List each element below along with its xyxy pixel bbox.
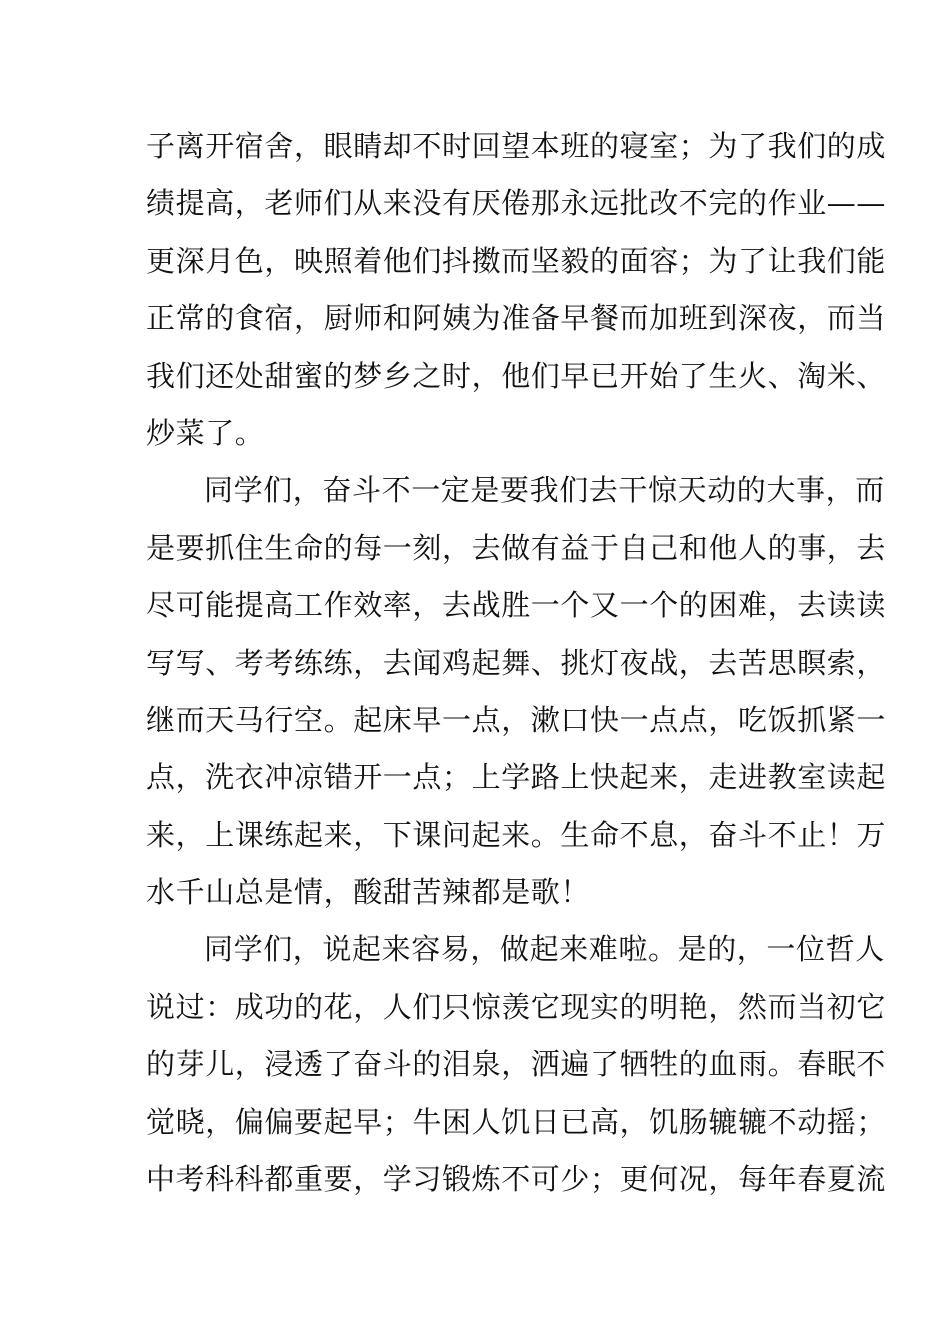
text-line: 更深月色，映照着他们抖擞而坚毅的面容；为了让我们能 [146,243,887,278]
text-line: 点，洗衣冲凉错开一点；上学路上快起来，走进教室读起 [146,760,887,795]
text-line: 来，上课练起来，下课问起来。生命不息，奋斗不止！万 [146,817,887,852]
paragraph [146,921,887,1208]
text-line: 是要抓住生命的每一刻，去做有益于自己和他人的事，去 [146,530,887,565]
body-text [146,118,887,1208]
text-line: 水千山总是情，酸甜苦辣都是歌！ [146,875,591,910]
text-line: 写写、考考练练，去闻鸡起舞、挑灯夜战，去苦思瞑索， [146,645,887,680]
text-line: 觉晓，偏偏要起早；牛困人饥日已高，饥肠辘辘不动摇； [146,1104,887,1139]
text-line: 子离开宿舍，眼睛却不时回望本班的寝室；为了我们的成 [146,129,887,163]
text-line: 中考科科都重要，学习锻炼不可少；更何况，每年春夏流 [146,1162,887,1197]
text-line: 尽可能提高工作效率，去战胜一个又一个的困难，去读读 [146,588,887,623]
text-line: 正常的食宿，厨师和阿姨为准备早餐而加班到深夜，而当 [146,301,887,336]
text-line: 炒菜了。 [146,415,265,450]
text-line: 继而天马行空。起床早一点，漱口快一点点，吃饭抓紧一 [146,702,887,737]
paragraph [146,118,887,462]
text-line: 同学们，奋斗不一定是要我们去干惊天动的大事，而 [204,473,885,508]
text-line: 同学们，说起来容易，做起来难啦。是的，一位哲人 [204,932,885,967]
text-line: 我们还处甜蜜的梦乡之时，他们早已开始了生火、淘米、 [146,358,887,393]
text-line: 的芽儿，浸透了奋斗的泪泉，洒遍了牺牲的血雨。春眠不 [146,1047,887,1082]
text-line: 绩提高，老师们从来没有厌倦那永远批改不完的作业—— [146,186,887,221]
paragraph [146,462,887,921]
text-line: 说过：成功的花，人们只惊羡它现实的明艳，然而当初它 [146,989,887,1024]
